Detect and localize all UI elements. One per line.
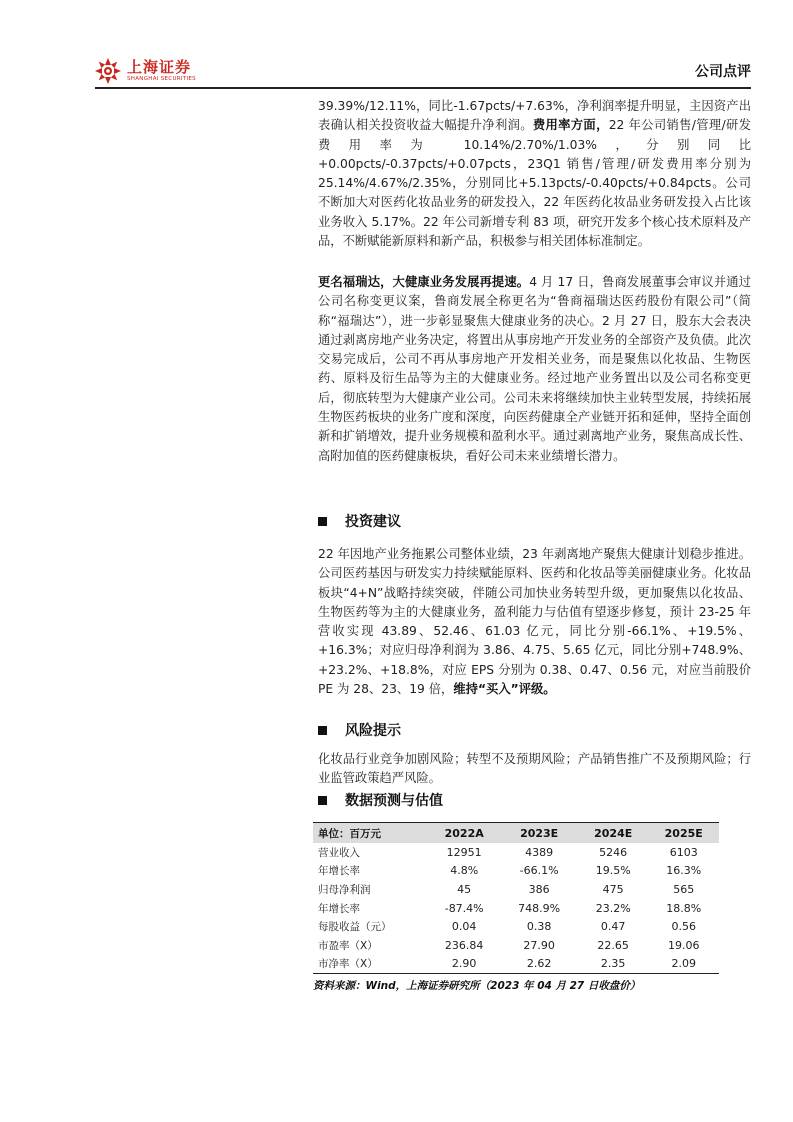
- table-cell: 18.8%: [666, 901, 702, 915]
- table-header-row: [313, 823, 719, 844]
- row-label: 年增长率: [318, 902, 360, 915]
- square-bullet-icon: [318, 517, 327, 526]
- table-cell: 236.84: [444, 938, 484, 952]
- paragraph-rename: [318, 273, 751, 466]
- table-cell: 19.5%: [595, 864, 631, 878]
- section-title: 投资建议: [345, 514, 401, 530]
- square-bullet-icon: [318, 796, 327, 805]
- table-source-note: 资料来源：Wind，上海证券研究所（2023 年 04 月 27 日收盘价）: [313, 980, 641, 992]
- table-cell: 27.90: [523, 938, 555, 952]
- table-cell: 565: [673, 882, 695, 896]
- table-cell: 6103: [669, 845, 698, 859]
- table-row: [313, 899, 719, 918]
- table-cell: 475: [602, 882, 624, 896]
- table-cell: 748.9%: [518, 901, 561, 915]
- column-header: 2022A: [428, 823, 500, 844]
- section-heading-investment: [318, 511, 401, 531]
- section-title: 数据预测与估值: [345, 793, 443, 809]
- paragraph-profitability: [318, 97, 751, 251]
- shanghai-securities-logo-icon: [95, 58, 121, 84]
- table-cell: 0.56: [671, 920, 696, 934]
- row-label: 归母净利润: [318, 883, 371, 896]
- table-row: [313, 880, 719, 899]
- row-label: 市净率（X）: [313, 955, 428, 974]
- section-title: 风险提示: [345, 723, 401, 739]
- page-header: [95, 58, 751, 88]
- table-cell: -87.4%: [444, 901, 484, 915]
- table-row: [313, 843, 719, 862]
- table-cell: 19.06: [667, 938, 700, 952]
- logo-english-name: SHANGHAI SECURITIES: [127, 75, 196, 82]
- company-logo: [95, 58, 196, 84]
- table-cell: 2.62: [500, 955, 578, 974]
- paragraph-text: 4 月 17 日，鲁商发展董事会审议并通过公司名称变更议案，鲁商发展全称更名为“鲁商福瑞达医药股份有限公司”（简称“福瑞达”），进一步彰显聚焦大健康业务的决心。2 月 27 日，股东大会表决通过剥离房地产业务决定，将置出从事房地产开发业务的全部资产及负债。此次交易完成后，公司不再从事房地产开发相关业务，而是聚焦以化妆品、生物医药、原料及衍生品等为主的大健康业务。经过地产业务置出以及公司名称变更后，彻底转型为大健康产业公司。公司未来将继续加快主业转型发展，持续拓展生物医药板块的业务广度和深度，向医药健康全产业链开拓和延伸，坚持全面创新和扩销增效，提升业务规模和盈利水平。通过剥离地产业务，聚焦高成长性、高附加值的医药健康板块，看好公司未来业绩增长潜力。: [318, 275, 751, 463]
- table-cell: 2.09: [648, 955, 719, 974]
- paragraph-emphasis: 维持“买入”评级。: [453, 682, 556, 697]
- column-header: 2025E: [648, 823, 719, 844]
- table-cell: 0.38: [526, 920, 552, 934]
- table-cell: 0.04: [451, 920, 477, 934]
- section-heading-forecast: [318, 790, 443, 810]
- logo-chinese-name: 上海证券: [127, 57, 192, 76]
- paragraph-text: 39.39%/12.11%，同比-1.67pcts/+7.63%，净利润率提升明显，主因资产出表确认相关投资收益大幅提升净利润。: [318, 99, 751, 133]
- row-label: 市盈率（X）: [318, 939, 378, 952]
- table-cell: 22.65: [597, 938, 629, 952]
- table-cell: 0.47: [600, 920, 626, 934]
- column-header: 2024E: [578, 823, 649, 844]
- table-cell: -66.1%: [519, 864, 559, 878]
- section-heading-risk: [318, 720, 401, 740]
- table-row: [313, 936, 719, 955]
- row-label: 年增长率: [318, 865, 360, 878]
- paragraph-emphasis: 更名福瑞达，大健康业务发展再提速。: [318, 275, 530, 289]
- forecast-table-container: [313, 822, 719, 974]
- table-cell: 45: [457, 882, 472, 896]
- table-cell: 4.8%: [450, 864, 479, 878]
- table-cell: 12951: [446, 845, 482, 859]
- table-row: [313, 917, 719, 936]
- table-cell: 5246: [599, 845, 628, 859]
- forecast-table: [313, 822, 719, 974]
- table-cell: 16.3%: [666, 864, 702, 878]
- table-row: [313, 955, 719, 974]
- paragraph-text: 22 年因地产业务拖累公司整体业绩，23 年剥离地产聚焦大健康计划稳步推进。公司医药基因与研发实力持续赋能原料、医药和化妆品等美丽健康业务。化妆品板块“4+N”战略持续突破，伴随公司加快业务转型升级，更加聚焦以化妆品、生物医药等为主的大健康业务，盈利能力与估值有望逐步修复，预计 23-25 年营收实现 43.89、52.46、61.03 亿元，同比分别-66.1%、+19.5%、+16.3%；对应归母净利润为 3.86、4.75、5.65 亿元，同比分别+748.9%、+23.2%、+18.8%，对应 EPS 分别为 0.38、0.47、0.56 元，对应当前股价 PE 为 28、23、19 倍，: [318, 547, 751, 697]
- table-row: [313, 862, 719, 881]
- table-cell: 2.35: [578, 955, 649, 974]
- table-cell: 386: [528, 882, 550, 896]
- unit-label: 单位：百万元: [313, 823, 428, 844]
- square-bullet-icon: [318, 726, 327, 735]
- paragraph-text: 22 年公司销售/管理/研发费用率为 10.14%/2.70%/1.03%，分别同比+0.00pcts/-0.37pcts/+0.07pcts，23Q1 销售/管理/研发费用率分别为 25.14%/4.67%/2.35%，分别同比+5.13pcts/-0.40pcts/+0.84pcts。公司不断加大对医药化妆品业务的研发投入，22 年医药化妆品业务研发投入占比该业务收入 5.17%。22 年公司新增专利 83 项，研究开发多个核心技术原料及产品，不断赋能新原料和新产品，积极参与相关团体标准制定。: [318, 118, 751, 249]
- table-cell: 2.90: [428, 955, 500, 974]
- paragraph-text: 化妆品行业竞争加剧风险；转型不及预期风险；产品销售推广不及预期风险；行业监管政策趋严风险。: [318, 752, 751, 786]
- column-header: 2023E: [500, 823, 578, 844]
- header-divider: [95, 87, 751, 89]
- paragraph-risk: [318, 750, 751, 789]
- paragraph-investment: [318, 545, 751, 699]
- table-cell: 4389: [525, 845, 554, 859]
- document-type-label: 公司点评: [695, 64, 751, 80]
- row-label: 营业收入: [318, 846, 360, 859]
- table-cell: 23.2%: [595, 901, 631, 915]
- paragraph-emphasis: 费用率方面，: [532, 118, 609, 133]
- row-label: 每股收益（元）: [318, 921, 392, 934]
